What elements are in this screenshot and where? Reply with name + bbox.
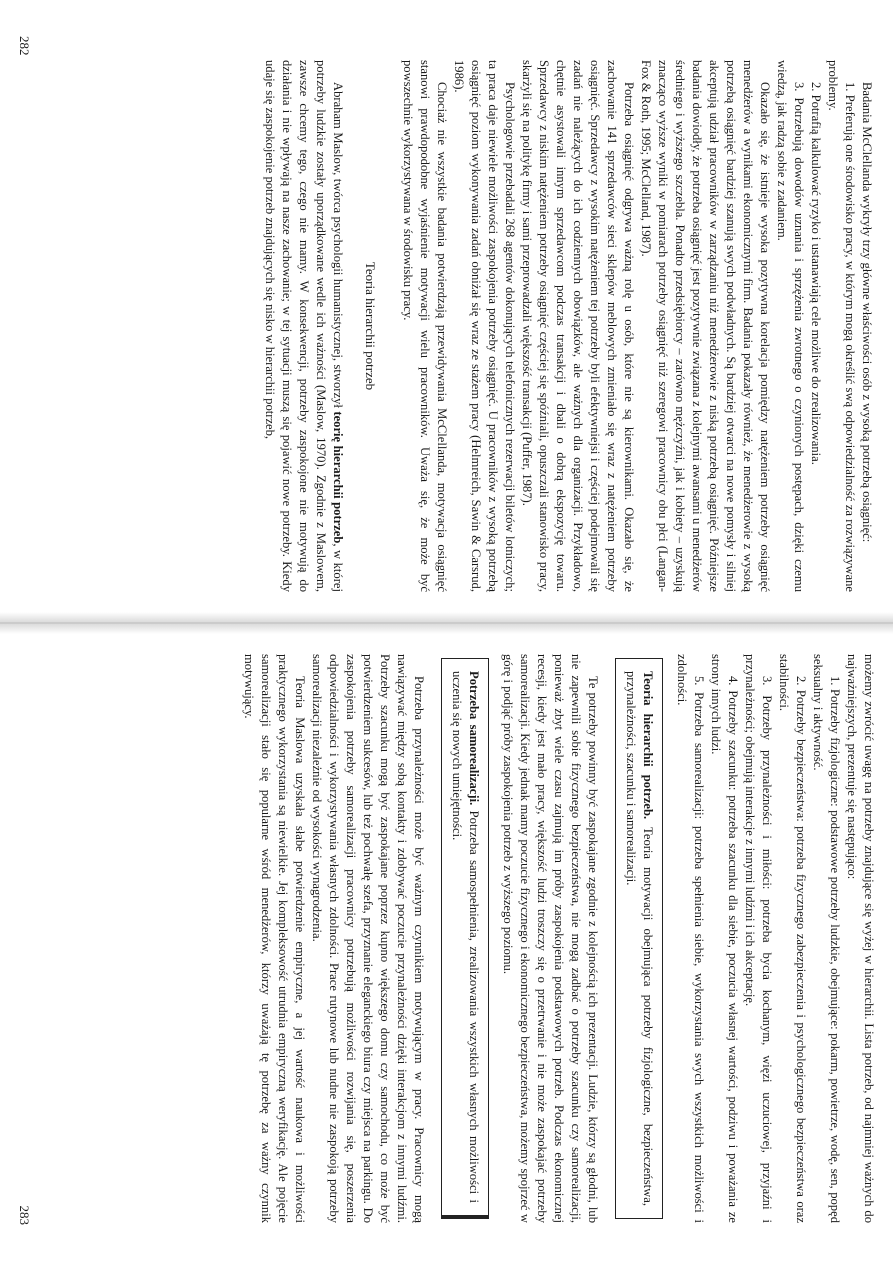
definition-text: Teoria motywacji obejmująca potrzeby fizjologiczne, bezpieczeństwa, przynależności, szacunku i samorealizacji.	[624, 671, 655, 1206]
definition-term: Potrzeba samorealizacji.	[467, 671, 481, 806]
body-paragraph: Okazało się, że istnieje wysoka pozytywna korelacja pomiędzy natężeniem potrzeby osiągnięć menedżerów a wynikami ekonomicznymi firm. Badania pokazały również, że menedżerowie z wysoką potrzebą osiągnięć bardziej szanują swych podwładnych. Są bardziej otwarci na nowe pomysły i silniej akceptują udział pracowników w zarządzaniu niż menedżerowie z niską potrzebą osiągnięć. Późniejsze badania dowiodły, że potrzeba osiągnięć jest pozytywnie związana z kolejnymi awansami u menedżerów średniego i wyższego szczebla. Ponadto przedsiębiorcy – zarówno mężczyźni, jak i kobiety – uzyskują znacząco wyższe wyniki w pomiarach potrzeby osiągnięć niż szeregowi pracownicy obu płci (Langan-Fox & Roth, 1995; McClelland, 1987).	[639, 60, 772, 592]
need-item-2: 2. Potrzeby bezpieczeństwa: potrzeba fizycznego zabezpieczenia i psychologicznego bezpieczeństwa oraz stabilności.	[777, 654, 808, 1223]
page-number: 282	[17, 36, 32, 56]
left-page	[0, 0, 893, 608]
right-page	[0, 632, 893, 1263]
trait-item-2: 2. Potrafią kalkulować ryzyko i ustanawiają cele możliwe do zrealizowania.	[809, 82, 823, 465]
definition-box	[441, 658, 489, 1219]
key-term: teorię hierarchii potrzeb	[331, 411, 345, 544]
book-gutter	[0, 612, 893, 634]
need-item-1: 1. Potrzeby fizjologiczne: podstawowe potrzeby ludzkie, obejmujące: pokarm, powietrze, wodę, sen, popęd seksualny i aktywność.	[811, 654, 842, 1223]
intro-paragraph: Badania McClellanda wykryły trzy główne właściwości osób z wysoką potrzebą osiągnięć:	[860, 82, 874, 543]
section-heading: Teoria hierarchii potrzeb	[363, 261, 378, 391]
definition-text: Potrzeba samospełnienia, zrealizowania wszystkich własnych możliwości i uczenia się nowych umiejętności.	[450, 671, 481, 1204]
need-item-3: 3. Potrzeby przynależności i miłości: potrzeba bycia kochanym, więzi uczuciowej, przyjaźni i przynależności; obejmują interakcje z innymi ludźmi i ich akceptację.	[743, 654, 774, 1223]
definition-term: Teoria hierarchii potrzeb.	[641, 671, 655, 820]
body-paragraph: Te potrzeby powinny być zaspokajane zgodnie z kolejnością ich prezentacji. Ludzie, którzy są głodni, lub nie zapewnili sobie fizycznego bezpieczeństwa, nie mogą zadbać o potrzeby szacunku czy samorealizacji, ponieważ zbyt wiele czasu zajmują im próby zaspokojenia podstawowych potrzeb. Podczas ekonomicznej recesji, kiedy jest mało pracy, większość ludzi troszczy się o przetrwanie i nie może zaspokajać potrzeby samorealizacji. Kiedy jednak mamy poczucie fizycznego i ekonomicznego bezpieczeństwa, możemy spojrzeć w górę i podjąć próby zaspokojenia potrzeb z wyższego poziomu.	[501, 654, 600, 1223]
trait-item-3: 3. Potrzebują dowodów uznania i sprzężenia zwrotnego o czynionych postępach, dzięki czemu wiedzą, jak radzą sobie z zadaniem.	[775, 60, 806, 592]
definition-box	[615, 658, 663, 1219]
text-run: Abraham Maslow, twórca psychologii humanistycznej, stworzył	[331, 82, 345, 412]
body-paragraph: Potrzeba przynależności może być ważnym czynnikiem motywującym w pracy. Pracownicy mogą nawiązywać między sobą kontakty i zdobywać poczucie przynależności dzięki interakcjom z innymi ludźmi. Potrzeby szacunku mogą być zaspokajane poprzez kupno większego domu czy samochodu, co może być potwierdzeniem sukcesów, lub też pochwałę szefa, przyznanie eleganckiego biura czy miejsca na parkingu. Do zaspokojenia potrzeby samorealizacji pracownicy potrzebują możliwości rozwijania się, poszerzenia odpowiedzialności i wykorzystywania własnych zdolności. Prace rutynowe lub nudne nie zaspokoją potrzeby samorealizacji niezależnie od wysokości wynagrodzenia.	[310, 654, 426, 1223]
trait-item-1: 1. Preferują one środowisko pracy, w którym mogą określić swą odpowiedzialność za rozwiązywane problemy.	[826, 60, 857, 592]
need-item-4: 4. Potrzeby szacunku: potrzeba szacunku dla siebie, poczucia własnej wartości, podziwu i poważania ze strony innych ludzi.	[709, 654, 740, 1223]
page-number: 283	[17, 1205, 32, 1225]
text-run: , w której potrzeby ludzkie zostały uporządkowane wedle ich ważności (Maslow, 1970). Zgodnie z Maslowem, zawsze chcemy tego, czego nie mamy. W konsekwencji, potrzeby zaspokojone nie motywują do działania i nie wpływają na nasze zachowanie; w tej sytuacji muszą się pojawić nowe potrzeby. Kiedy udaje się zaspokojenie potrzeb znajdujących się nisko w hierarchii potrzeb,	[263, 60, 345, 593]
need-item-5: 5. Potrzeba samorealizacji: potrzeba spełnienia siebie, wykorzystania swych wszystkich możliwości i zdolności.	[675, 654, 706, 1223]
body-paragraph: Teoria Maslowa uzyskała słabe potwierdzenie empiryczne, a jej wartość naukowa i możliwości praktycznego wykorzystania są niewielkie. Jej kompleksowość utrudnia empiryczną weryfikację. Ale pojęcie samorealizacji stało się popularne wśród menedżerów, którzy uważają tę potrzebę za ważny czynnik motywujący.	[242, 654, 307, 1223]
body-paragraph: Potrzeba osiągnięć odgrywa ważną rolę u osób, które nie są kierownikami. Okazało się, że zachowanie 141 sprzedawców sieci sklepów meblowych zmieniało się wraz z natężeniem potrzeby osiągnięć. Sprzedawcy z wysokim natężeniem tej potrzeby byli efektywniejsi i częściej podejmowali się zadań nie należących do ich codziennych obowiązków, ale ważnych dla organizacji. Przykładowo, chętnie asystowali innym sprzedawcom podczas transakcji i dbali o dobrą ekspozycję towaru. Sprzedawcy z niskim natężeniem potrzeby osiągnięć częściej się spóźniali, opuszczali stanowisko pracy, skarżyli się na politykę firmy i sami przeprowadzali większość transakcji (Puffer, 1987).	[520, 60, 636, 592]
body-paragraph	[261, 60, 346, 592]
body-paragraph: możemy zwrócić uwagę na potrzeby znajdujące się wyżej w hierarchii. Lista potrzeb, od najmniej ważnych do najważniejszych, prezentuje się następująco:	[845, 654, 876, 1223]
body-paragraph: Chociaż nie wszystkie badania potwierdzają przewidywania McClellanda, motywacja osiągnięć stanowi prawdopodobne wyjaśnienie motywacji wielu pracowników. Uważa się, że może być powszechnie wykorzystywana w środowisku pracy.	[401, 60, 449, 592]
body-paragraph: Psychologowie przebadali 268 agentów dokonujących telefonicznych rezerwacji biletów lotniczych; ta praca daje niewiele możliwości zaspokojenia potrzeby osiągnięć. U pracowników z wysoką potrzebą osiągnięć poziom wykonywania zadań obniżał się wraz ze stażem pracy (Helmreich, Sawin & Carsrud, 1986).	[452, 60, 517, 592]
